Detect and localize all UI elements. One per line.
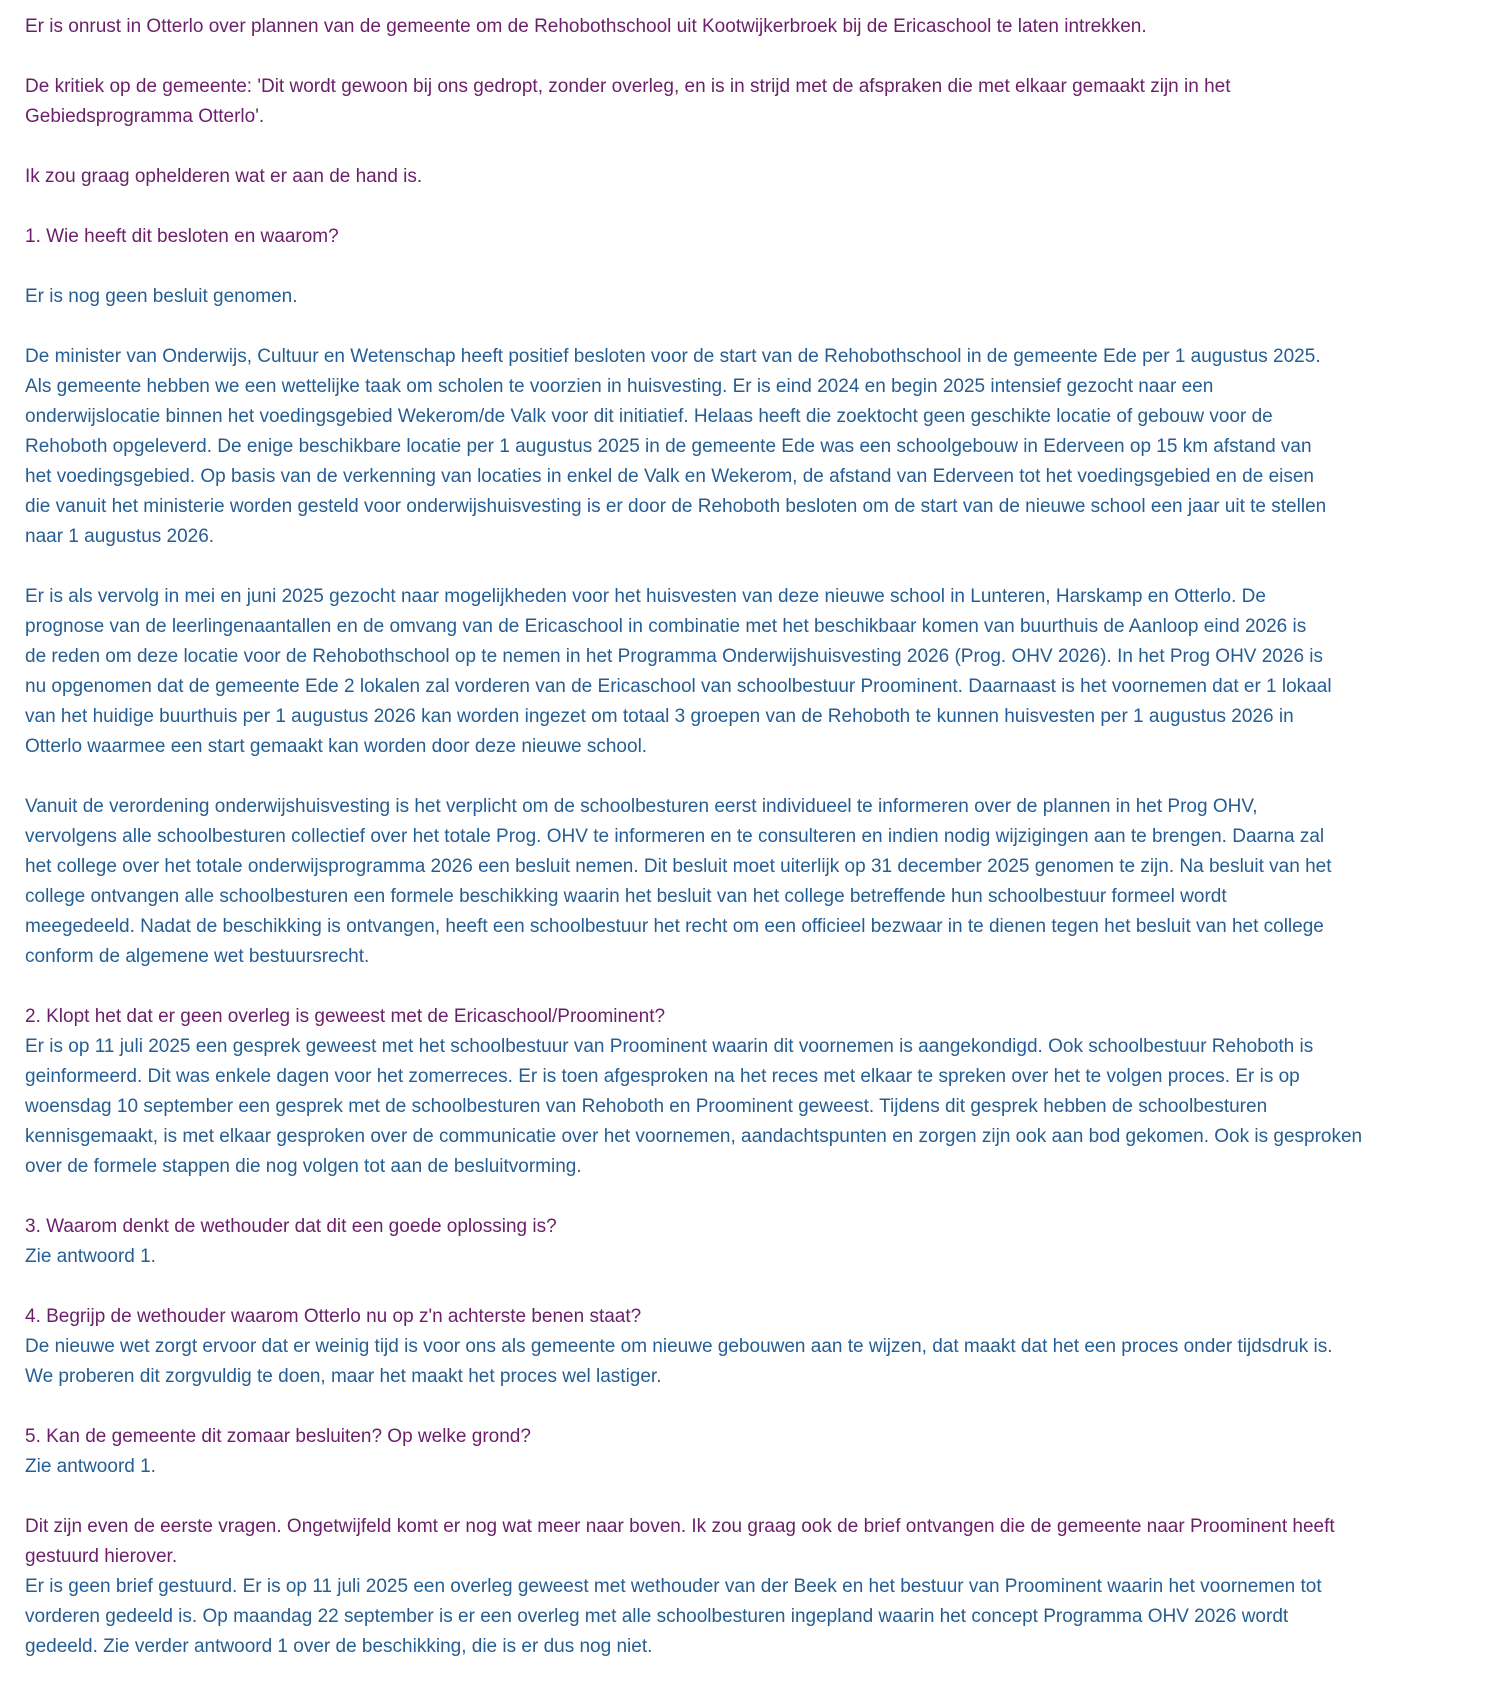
- paragraph: [25, 282, 1475, 312]
- question-text-line: Er is onrust in Otterlo over plannen van de gemeente om de Rehobothschool uit Kootwijkerbroek bij de Ericaschool te laten intrekken.: [25, 16, 1147, 37]
- paragraph: [25, 1512, 1475, 1662]
- paragraph: [25, 342, 1475, 552]
- answer-text-line: Er is als vervolg in mei en juni 2025 gezocht naar mogelijkheden voor het huisvesten van deze nieuwe school in Lunteren, Harskamp en Otterlo. De: [25, 586, 1266, 607]
- answer-text-line: die vanuit het ministerie worden gesteld voor onderwijshuisvesting is er door de Rehoboth besloten om de start van de nieuwe school een jaar uit te stellen: [25, 496, 1327, 517]
- answer-text-line: Er is geen brief gestuurd. Er is op 11 juli 2025 een overleg geweest met wethouder van der Beek en het bestuur van Proominent waarin het voornemen tot: [25, 1576, 1322, 1597]
- answer-text-line: het voedingsgebied. Op basis van de verkenning van locaties in enkel de Valk en Wekerom, de afstand van Ederveen tot het voedingsgebied en de eisen: [25, 466, 1314, 487]
- answer-text-line: conform de algemene wet bestuursrecht.: [25, 946, 370, 967]
- answer-text-line: Er is nog geen besluit genomen.: [25, 286, 298, 307]
- paragraph: [25, 1422, 1475, 1482]
- answer-text-line: De nieuwe wet zorgt ervoor dat er weinig tijd is voor ons als gemeente om nieuwe gebouwen aan te wijzen, dat maakt dat het een proces onder tijdsdruk is.: [25, 1336, 1333, 1357]
- question-text-line: 1. Wie heeft dit besloten en waarom?: [25, 226, 339, 247]
- paragraph: [25, 582, 1475, 762]
- answer-text-line: het college over het totale onderwijsprogramma 2026 een besluit nemen. Dit besluit moet uiterlijk op 31 december 2025 genomen te zijn. Na besluit van het: [25, 856, 1332, 877]
- answer-text-line: woensdag 10 september een gesprek met de schoolbesturen van Rehoboth en Proominent geweest. Tijdens dit gesprek hebben de schoolbesturen: [25, 1096, 1268, 1117]
- answer-text-line: meegedeeld. Nadat de beschikking is ontvangen, heeft een schoolbestuur het recht om een officieel bezwaar in te dienen tegen het besluit van het college: [25, 916, 1324, 937]
- question-text-line: 5. Kan de gemeente dit zomaar besluiten? Op welke grond?: [25, 1426, 531, 1447]
- answer-text-line: We proberen dit zorgvuldig te doen, maar het maakt het proces wel lastiger.: [25, 1366, 662, 1387]
- answer-text-line: naar 1 augustus 2026.: [25, 526, 215, 547]
- paragraph: [25, 162, 1475, 192]
- answer-text-line: geinformeerd. Dit was enkele dagen voor het zomerreces. Er is toen afgesproken na het reces met elkaar te spreken over het te volgen proces. Er is op: [25, 1066, 1300, 1087]
- question-text-line: 4. Begrijp de wethouder waarom Otterlo nu op z'n achterste benen staat?: [25, 1306, 642, 1327]
- paragraph: [25, 72, 1475, 132]
- paragraph: [25, 1002, 1475, 1182]
- answer-text-line: van het huidige buurthuis per 1 augustus 2026 kan worden ingezet om totaal 3 groepen van de Rehoboth te kunnen huisvesten per 1 augustus 2026 in: [25, 706, 1294, 727]
- question-text-line: Gebiedsprogramma Otterlo'.: [25, 106, 265, 127]
- paragraph: [25, 12, 1475, 42]
- question-text-line: Ik zou graag ophelderen wat er aan de hand is.: [25, 166, 423, 187]
- paragraph: [25, 792, 1475, 972]
- answer-text-line: over de formele stappen die nog volgen tot aan de besluitvorming.: [25, 1156, 582, 1177]
- answer-text-line: Zie antwoord 1.: [25, 1246, 156, 1267]
- paragraph: [25, 1302, 1475, 1392]
- answer-text-line: prognose van de leerlingenaantallen en de omvang van de Ericaschool in combinatie met het beschikbaar komen van buurthuis de Aanloop eind 2026 is: [25, 616, 1307, 637]
- answer-text-line: college ontvangen alle schoolbesturen een formele beschikking waarin het besluit van het college betreffende hun schoolbestuur formeel wordt: [25, 886, 1227, 907]
- answer-text-line: onderwijslocatie binnen het voedingsgebied Wekerom/de Valk voor dit initiatief. Helaas heeft die zoektocht geen geschikte locatie of gebouw voor de: [25, 406, 1273, 427]
- paragraph: [25, 222, 1475, 252]
- paragraph: [25, 1212, 1475, 1272]
- answer-text-line: Vanuit de verordening onderwijshuisvesting is het verplicht om de schoolbesturen eerst individueel te informeren over de plannen in het Prog OHV,: [25, 796, 1258, 817]
- answer-text-line: Als gemeente hebben we een wettelijke taak om scholen te voorzien in huisvesting. Er is eind 2024 en begin 2025 intensief gezocht naar een: [25, 376, 1214, 397]
- question-text-line: 3. Waarom denkt de wethouder dat dit een goede oplossing is?: [25, 1216, 557, 1237]
- answer-text-line: Er is op 11 juli 2025 een gesprek geweest met het schoolbestuur van Proominent waarin dit voornemen is aangekondigd. Ook schoolbestuur Rehoboth is: [25, 1036, 1314, 1057]
- question-text-line: gestuurd hierover.: [25, 1546, 178, 1567]
- answer-text-line: Otterlo waarmee een start gemaakt kan worden door deze nieuwe school.: [25, 736, 648, 757]
- question-text-line: Dit zijn even de eerste vragen. Ongetwijfeld komt er nog wat meer naar boven. Ik zou graag ook de brief ontvangen die de gemeente naar Proominent heeft: [25, 1516, 1335, 1537]
- answer-text-line: Zie antwoord 1.: [25, 1456, 156, 1477]
- answer-text-line: vervolgens alle schoolbesturen collectief over het totale Prog. OHV te informeren en te consulteren en indien nodig wijzigingen aan te brengen. Daarna zal: [25, 826, 1325, 847]
- answer-text-line: de reden om deze locatie voor de Rehobothschool op te nemen in het Programma Onderwijshuisvesting 2026 (Prog. OHV 2026). In het Prog OHV 2026 is: [25, 646, 1324, 667]
- answer-text-line: gedeeld. Zie verder antwoord 1 over de beschikking, die is er dus nog niet.: [25, 1636, 653, 1657]
- answer-text-line: nu opgenomen dat de gemeente Ede 2 lokalen zal vorderen van de Ericaschool van schoolbestuur Proominent. Daarnaast is het voornemen dat er 1 lokaal: [25, 676, 1332, 697]
- question-text-line: De kritiek op de gemeente: 'Dit wordt gewoon bij ons gedropt, zonder overleg, en is in strijd met de afspraken die met elkaar gemaakt zijn in het: [25, 76, 1231, 97]
- answer-text-line: kennisgemaakt, is met elkaar gesproken over de communicatie over het voornemen, aandachtspunten en zorgen zijn ook aan bod gekomen. Ook is gesproken: [25, 1126, 1363, 1147]
- answer-text-line: De minister van Onderwijs, Cultuur en Wetenschap heeft positief besloten voor de start van de Rehobothschool in de gemeente Ede per 1 augustus 2025.: [25, 346, 1321, 367]
- question-text-line: 2. Klopt het dat er geen overleg is geweest met de Ericaschool/Proominent?: [25, 1006, 666, 1027]
- answer-text-line: vorderen gedeeld is. Op maandag 22 september is er een overleg met alle schoolbesturen ingepland waarin het concept Programma OHV 2026 wordt: [25, 1606, 1289, 1627]
- answer-text-line: Rehoboth opgeleverd. De enige beschikbare locatie per 1 augustus 2025 in de gemeente Ede was een schoolgebouw in Ederveen op 15 km afstand van: [25, 436, 1312, 457]
